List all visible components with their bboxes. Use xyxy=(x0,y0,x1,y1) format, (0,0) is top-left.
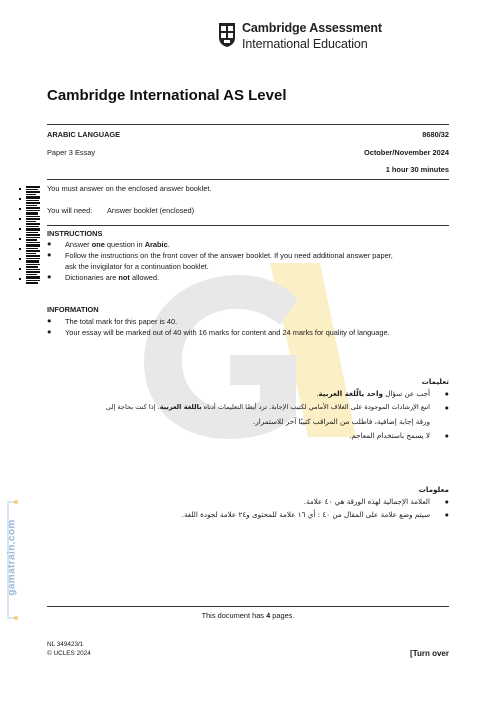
turn-over: [Turn over xyxy=(410,649,449,658)
arabic-instruction-2-line-2: ورقة إجابة إضافية، فاطلب من المراقب كتيبًا آخر للاستمرار. xyxy=(252,417,430,426)
arabic-information-2: سيتم وضع علامة على المقال من ٤٠ : أي ١٦ علامة للمحتوى و٢٤ علامة لجودة اللغة. xyxy=(181,510,430,519)
paper-title: Paper 3 Essay xyxy=(47,148,96,157)
rule-2 xyxy=(47,179,449,180)
exam-session: October/November 2024 xyxy=(363,148,449,157)
rule-3 xyxy=(47,225,449,226)
crest-icon xyxy=(218,22,236,48)
bullet-icon: ● xyxy=(444,510,449,519)
arabic-instruction-2-line-1: اتبع الإرشادات الموجودة على الغلاف الأمامي لكتيب الإجابة. ترد أيضًا التعليمات أدناه باللغة العربية. إذا كنت بحاجة إلى xyxy=(105,403,430,411)
answer-booklet-note: You must answer on the enclosed answer booklet. xyxy=(47,184,212,193)
information-heading: INFORMATION xyxy=(47,305,99,314)
you-will-need-label: You will need: xyxy=(47,206,93,215)
subject-name: ARABIC LANGUAGE xyxy=(47,130,121,139)
cambridge-logo xyxy=(218,20,382,54)
instruction-2-line-2: ask the invigilator for a continuation booklet. xyxy=(65,262,209,271)
side-watermark-text: gamatrain.com xyxy=(6,519,18,596)
arabic-instructions-heading: تعليمات xyxy=(421,377,449,386)
bullet-icon: ● xyxy=(444,431,449,440)
bullet-icon: ● xyxy=(47,272,52,281)
document-reference: NL 349423/1 xyxy=(47,641,84,648)
barcode xyxy=(18,186,40,284)
top-rule xyxy=(47,124,449,125)
arabic-instruction-1: أجب عن سؤال واحد بالّلغة العربية. xyxy=(316,389,430,398)
you-will-need-value: Answer booklet (enclosed) xyxy=(107,206,195,215)
arabic-information-1: العلامة الإجمالية لهذه الورقة هي ٤٠ علامة. xyxy=(303,497,430,506)
syllabus-code: 8680/32 xyxy=(422,130,449,139)
information-1: The total mark for this paper is 40. xyxy=(65,317,178,326)
bullet-icon: ● xyxy=(47,250,52,259)
bullet-icon: ● xyxy=(47,316,52,325)
qualification-level: Cambridge International AS Level xyxy=(47,87,287,104)
bullet-icon: ● xyxy=(444,389,449,398)
exam-duration: 1 hour 30 minutes xyxy=(385,165,449,174)
instruction-2-line-1: Follow the instructions on the front cover of the answer booklet. If you need additional answer paper, xyxy=(65,251,393,260)
instruction-1: Answer one question in Arabic. xyxy=(65,240,170,249)
brand-line-1: Cambridge Assessment xyxy=(242,21,382,35)
arabic-information-heading: معلومات xyxy=(418,485,449,494)
instructions-heading: INSTRUCTIONS xyxy=(47,229,103,238)
arabic-instruction-3: لا يسمح باستخدام المعاجم. xyxy=(349,431,430,440)
copyright: © UCLES 2024 xyxy=(47,650,91,657)
bullet-icon: ● xyxy=(47,239,52,248)
information-2: Your essay will be marked out of 40 with 16 marks for content and 24 marks for quality of language. xyxy=(65,328,390,337)
page-count-note: This document has 4 pages. xyxy=(201,611,295,620)
bullet-icon: ● xyxy=(444,403,449,412)
bullet-icon: ● xyxy=(47,327,52,336)
instruction-3: Dictionaries are not allowed. xyxy=(65,273,160,282)
brand-line-2: International Education xyxy=(242,37,368,51)
bullet-icon: ● xyxy=(444,497,449,506)
footer-rule xyxy=(47,606,449,607)
